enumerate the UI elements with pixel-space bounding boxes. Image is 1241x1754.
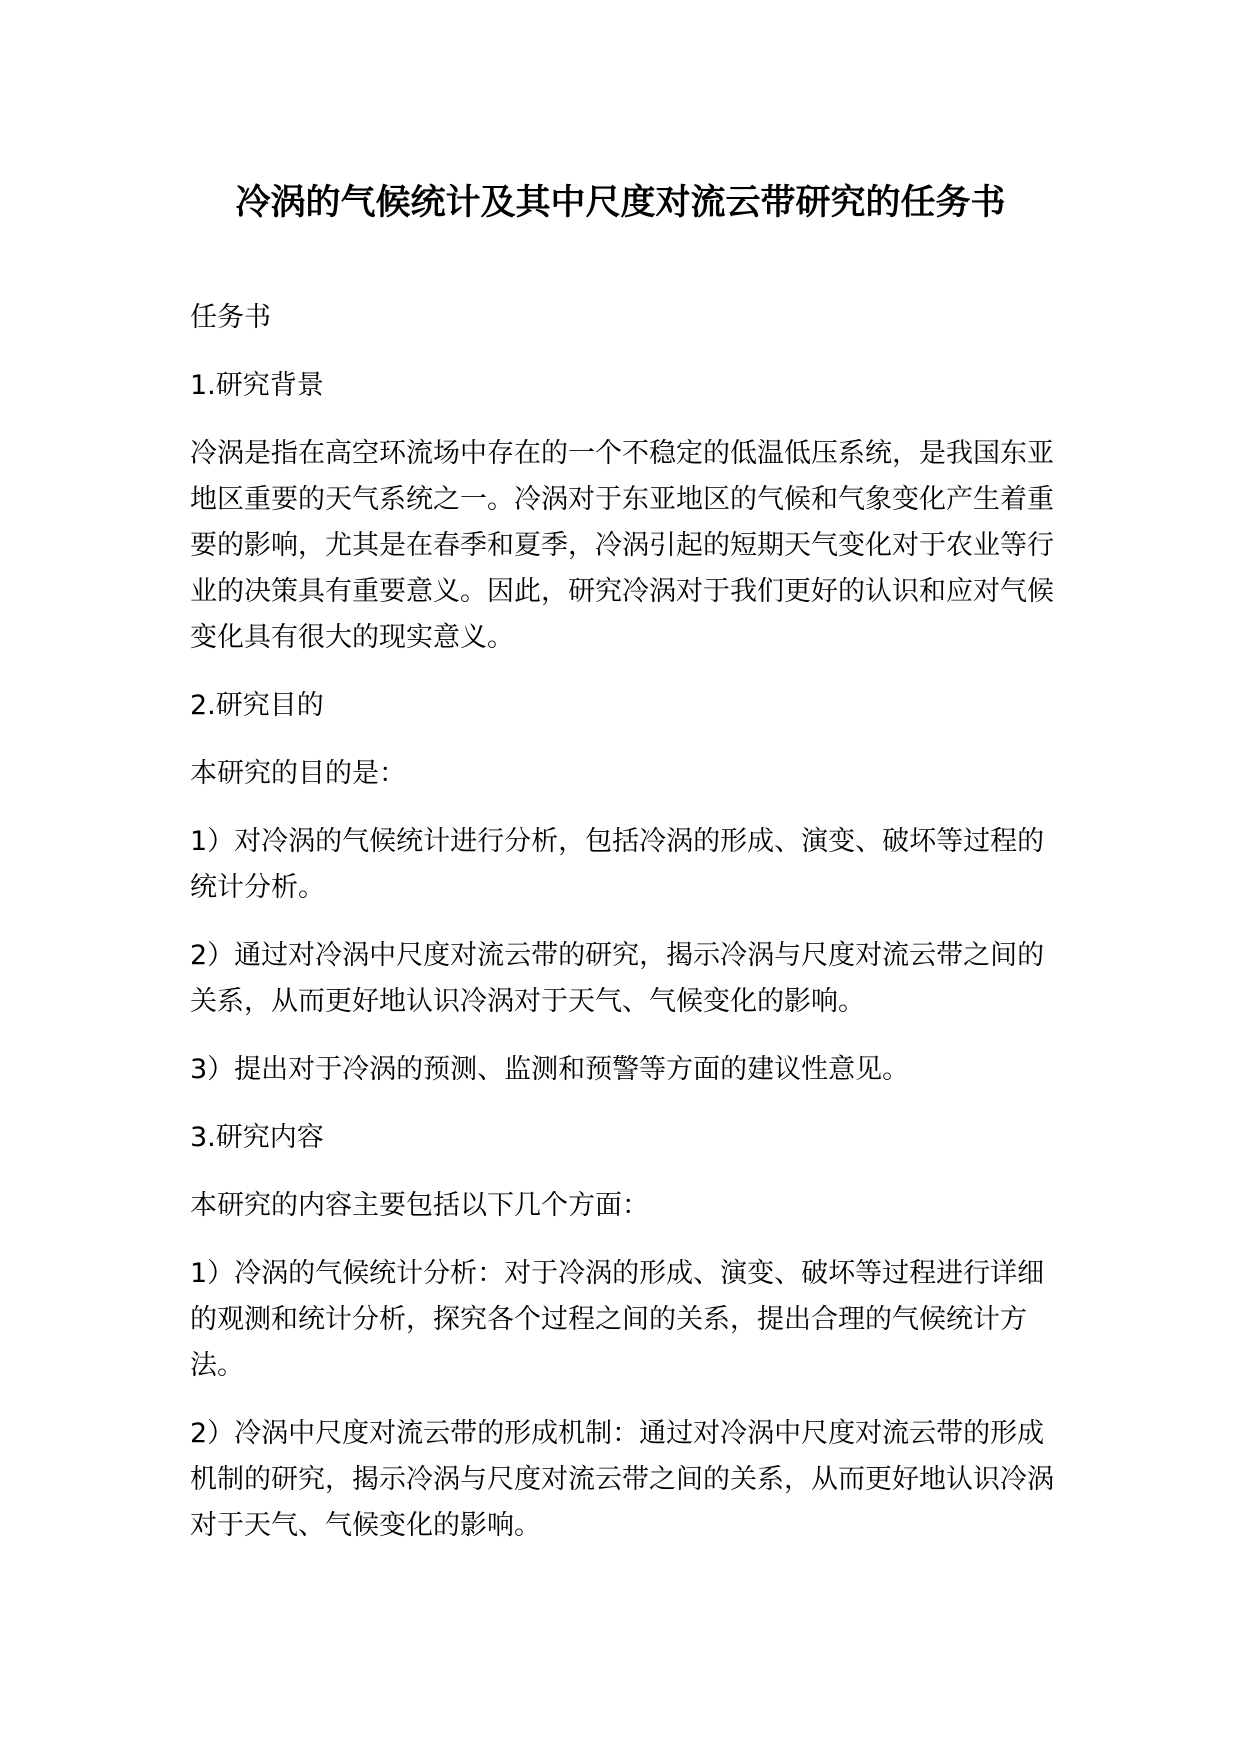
section-heading-purpose: 2.研究目的 <box>190 690 324 721</box>
document-body <box>190 295 1060 1571</box>
list-item-purpose-3: 3）提出对于冷涡的预测、监测和预警等方面的建议性意见。 <box>190 1054 910 1085</box>
section-label-task-book: 任务书 <box>190 302 271 333</box>
document-title: 冷涡的气候统计及其中尺度对流云带研究的任务书 <box>235 183 1006 223</box>
list-item-content-2: 2）冷涡中尺度对流云带的形成机制：通过对冷涡中尺度对流云带的形成机制的研究，揭示冷涡与尺度对流云带之间的关系，从而更好地认识冷涡对于天气、气候变化的影响。 <box>190 1418 1054 1541</box>
section-heading-background: 1.研究背景 <box>190 370 324 401</box>
paragraph-background: 冷涡是指在高空环流场中存在的一个不稳定的低温低压系统，是我国东亚地区重要的天气系统之一。冷涡对于东亚地区的气候和气象变化产生着重要的影响，尤其是在春季和夏季，冷涡引起的短期天气变化对于农业等行业的决策具有重要意义。因此，研究冷涡对于我们更好的认识和应对气候变化具有很大的现实意义。 <box>190 438 1054 653</box>
paragraph-purpose-intro: 本研究的目的是： <box>190 758 406 789</box>
list-item-content-1: 1）冷涡的气候统计分析：对于冷涡的形成、演变、破坏等过程进行详细的观测和统计分析，探究各个过程之间的关系，提出合理的气候统计方法。 <box>190 1258 1045 1381</box>
list-item-purpose-2: 2）通过对冷涡中尺度对流云带的研究，揭示冷涡与尺度对流云带之间的关系，从而更好地认识冷涡对于天气、气候变化的影响。 <box>190 940 1045 1017</box>
paragraph-content-intro: 本研究的内容主要包括以下几个方面： <box>190 1190 649 1221</box>
section-heading-content: 3.研究内容 <box>190 1122 324 1153</box>
list-item-purpose-1: 1）对冷涡的气候统计进行分析，包括冷涡的形成、演变、破坏等过程的统计分析。 <box>190 826 1045 903</box>
